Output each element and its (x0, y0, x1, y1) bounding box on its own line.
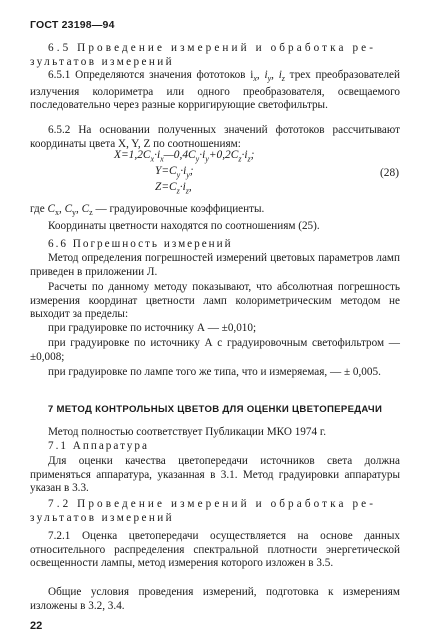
section-6-5-title-line1: 6.5 Проведение измерений и обработка ре- (48, 42, 377, 54)
formula-x: $X=1,2C_x\cdot i_x—0,4C_y\cdot i_y+0,2C_z\cdot i_z$; (114, 149, 255, 164)
formula-legend: где $C_x$, $C_y$, $C_z$ — градуировочные коэффициенты. (30, 203, 265, 218)
section-7-2-heading: 7.2 Проведение измерений и обработка ре- зультатов измерений (30, 498, 377, 524)
paragraph-7-intro: Метод полностью соответствует Публикации МКО 1974 г. (48, 426, 327, 438)
equation-number: (28) (380, 167, 399, 179)
section-6-5-title-line2: зультатов измерений (30, 55, 175, 68)
chromaticity-note: Координаты цветности находятся по соотношениям (25). (48, 220, 320, 232)
calibration-case-2: при градуировке по источнику А с градуировочным светофильтром — ±0,008; (30, 337, 400, 363)
section-6-5-heading (30, 42, 400, 69)
formula-y: $Y=C_y\cdot i_y$; (155, 165, 194, 180)
paragraph-7-2-conditions: Общие условия проведения измерений, подготовка к измерениям изложены в 3.2, 3.4. (30, 586, 400, 612)
calibration-case-1: при градуировке по источнику А — ±0,010; (48, 322, 257, 334)
paragraph-7-2-1: 7.2.1 Оценка цветопередачи осуществляется на основе данных относительного распределения спектральной плотности энергетической освещенности лампы, метод измерения которого изложен в 3.5. (30, 530, 400, 569)
section-7-1-heading: 7.1 Аппаратура (48, 440, 149, 452)
paragraph-6-6-calc: Расчеты по данному методу показывают, что абсолютная погрешность измерения координат цветности ламп колориметрическим методом не выходит за пределы: (30, 281, 400, 320)
standard-header: ГОСТ 23198—94 (30, 19, 115, 31)
paragraph-6-6-method: Метод определения погрешностей измерений цветовых параметров ламп приведен в приложении Л. (30, 252, 400, 278)
paragraph-6-5-1-rest: трех преобразователей излучения колориметра или одного преобразователя, освещаемого последовательно через разные корригирующие светофильтры. (30, 69, 401, 112)
paragraph-6-5-1-start: 6.5.1 Определяются значения фототоков i (48, 69, 254, 81)
paragraph-7-1: Для оценки качества цветопередачи источников света должна применяться аппаратура, указанная в 3.1. Метод градуировки аппаратуры указан в 3.3. (30, 455, 400, 494)
section-6-6-heading: 6.6 Погрешность измерений (48, 238, 233, 250)
formula-z: $Z=C_z\cdot i_z$, (155, 181, 192, 196)
section-7-title: 7 МЕТОД КОНТРОЛЬНЫХ ЦВЕТОВ ДЛЯ ОЦЕНКИ ЦВЕТОПЕРЕДАЧИ (47, 404, 383, 415)
paragraph-6-5-2: 6.5.2 На основании полученных значений фототоков рассчитывают координаты цвета X, Y, Z по соотношениям: (30, 124, 400, 150)
page-number: 22 (30, 620, 43, 632)
paragraph-6-5-1: 6.5.1 Определяются значения фототоков $i_x$, $i_y$, $i_z$ трех преобразователей излучения колориметра или одного преобразователя, освещаемого последовательно через разные корригирующие светофильтры. (30, 69, 401, 112)
calibration-case-3: при градуировке по лампе того же типа, что и измеряемая, — ± 0,005. (48, 366, 381, 378)
